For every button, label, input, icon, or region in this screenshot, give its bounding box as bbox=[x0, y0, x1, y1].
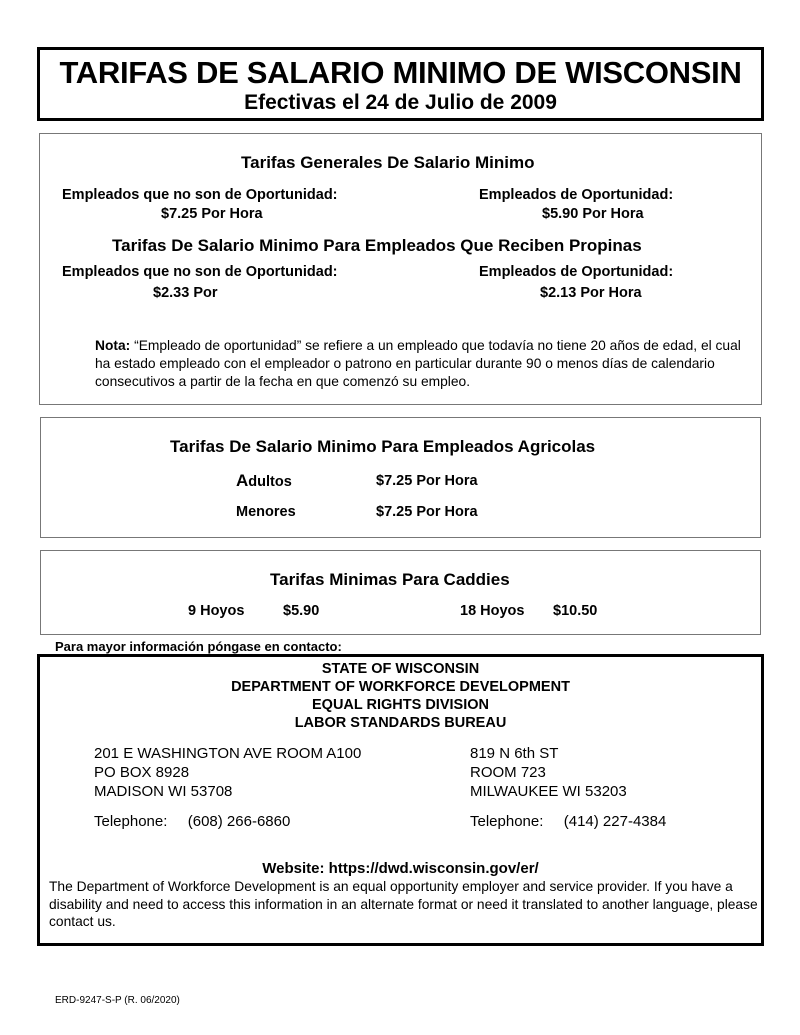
org-department: DEPARTMENT OF WORKFORCE DEVELOPMENT bbox=[231, 679, 570, 695]
org-state: STATE OF WISCONSIN bbox=[321, 661, 480, 677]
madison-line-2: PO BOX 8928 bbox=[94, 764, 190, 781]
milwaukee-line-3: MILWAUKEE WI 53203 bbox=[470, 783, 627, 800]
caddies-heading: Tarifas Minimas Para Caddies bbox=[270, 570, 510, 589]
note-paragraph bbox=[95, 337, 750, 391]
madison-phone-row bbox=[94, 812, 290, 831]
general-rates-box bbox=[39, 133, 762, 405]
madison-phone: (608) 266-6860 bbox=[187, 813, 291, 830]
website-line[interactable]: Website: https://dwd.wisconsin.gov/er/ bbox=[262, 860, 539, 877]
holes-9-label: 9 Hoyos bbox=[188, 603, 245, 619]
contact-box bbox=[37, 654, 764, 946]
milwaukee-phone-label: Telephone: bbox=[470, 813, 544, 830]
org-bureau: LABOR STANDARDS BUREAU bbox=[294, 715, 507, 731]
note-text: “Empleado de oportunidad” se refiere a un empleado que todavía no tiene 20 años de edad, el cual ha estado empleado con el empleador o patrono en particular durante 90 o menos días de calendario consecutivos a partir de la fecha en que comenzó su empleo. bbox=[95, 338, 741, 389]
milwaukee-phone-row bbox=[470, 812, 666, 831]
agricultural-box bbox=[40, 417, 761, 538]
adults-rate: $7.25 Por Hora bbox=[376, 473, 478, 489]
adults-rest: dultos bbox=[248, 474, 292, 490]
adults-label bbox=[236, 471, 292, 491]
milwaukee-phone: (414) 227-4384 bbox=[563, 813, 667, 830]
general-right-rate: $5.90 Por Hora bbox=[542, 206, 644, 222]
milwaukee-address bbox=[470, 744, 627, 801]
milwaukee-line-2: ROOM 723 bbox=[470, 764, 546, 781]
tipped-heading: Tarifas De Salario Minimo Para Empleados Que Reciben Propinas bbox=[112, 236, 642, 255]
madison-phone-label: Telephone: bbox=[94, 813, 168, 830]
holes-9-rate: $5.90 bbox=[283, 603, 320, 619]
minors-rate: $7.25 Por Hora bbox=[376, 504, 478, 520]
tipped-right-rate: $2.13 Por Hora bbox=[540, 285, 642, 301]
contact-intro: Para mayor información póngase en contacto: bbox=[55, 639, 342, 654]
form-id: ERD-9247-S-P (R. 06/2020) bbox=[55, 995, 180, 1006]
org-division: EQUAL RIGHTS DIVISION bbox=[312, 697, 489, 713]
disclaimer: The Department of Workforce Development is an equal opportunity employer and service provider. If you have a disability and need to access this information in an alternate format or need it translated to another language, please contact us. bbox=[49, 879, 758, 929]
general-left-rate: $7.25 Por Hora bbox=[161, 206, 263, 222]
note-label: Nota: bbox=[95, 338, 131, 353]
general-heading: Tarifas Generales De Salario Minimo bbox=[241, 153, 535, 172]
madison-address bbox=[94, 744, 361, 801]
caddies-box bbox=[40, 550, 761, 635]
minors-label: Menores bbox=[236, 504, 296, 520]
agricultural-heading: Tarifas De Salario Minimo Para Empleados Agricolas bbox=[170, 437, 596, 456]
madison-line-1: 201 E WASHINGTON AVE ROOM A100 bbox=[94, 745, 362, 762]
tipped-left-label: Empleados que no son de Oportunidad: bbox=[62, 264, 338, 280]
page-subtitle: Efectivas el 24 de Julio de 2009 bbox=[244, 91, 557, 114]
page-title: TARIFAS DE SALARIO MINIMO DE WISCONSIN bbox=[59, 55, 742, 90]
holes-18-rate: $10.50 bbox=[553, 603, 598, 619]
milwaukee-line-1: 819 N 6th ST bbox=[470, 745, 559, 762]
title-box bbox=[37, 47, 764, 121]
general-right-label: Empleados de Oportunidad: bbox=[479, 187, 674, 203]
madison-line-3: MADISON WI 53708 bbox=[94, 783, 233, 800]
holes-18-label: 18 Hoyos bbox=[460, 603, 525, 619]
tipped-left-rate: $2.33 Por bbox=[153, 285, 218, 301]
tipped-right-label: Empleados de Oportunidad: bbox=[479, 264, 674, 280]
adults-first-letter: A bbox=[236, 471, 249, 490]
general-left-label: Empleados que no son de Oportunidad: bbox=[62, 187, 338, 203]
